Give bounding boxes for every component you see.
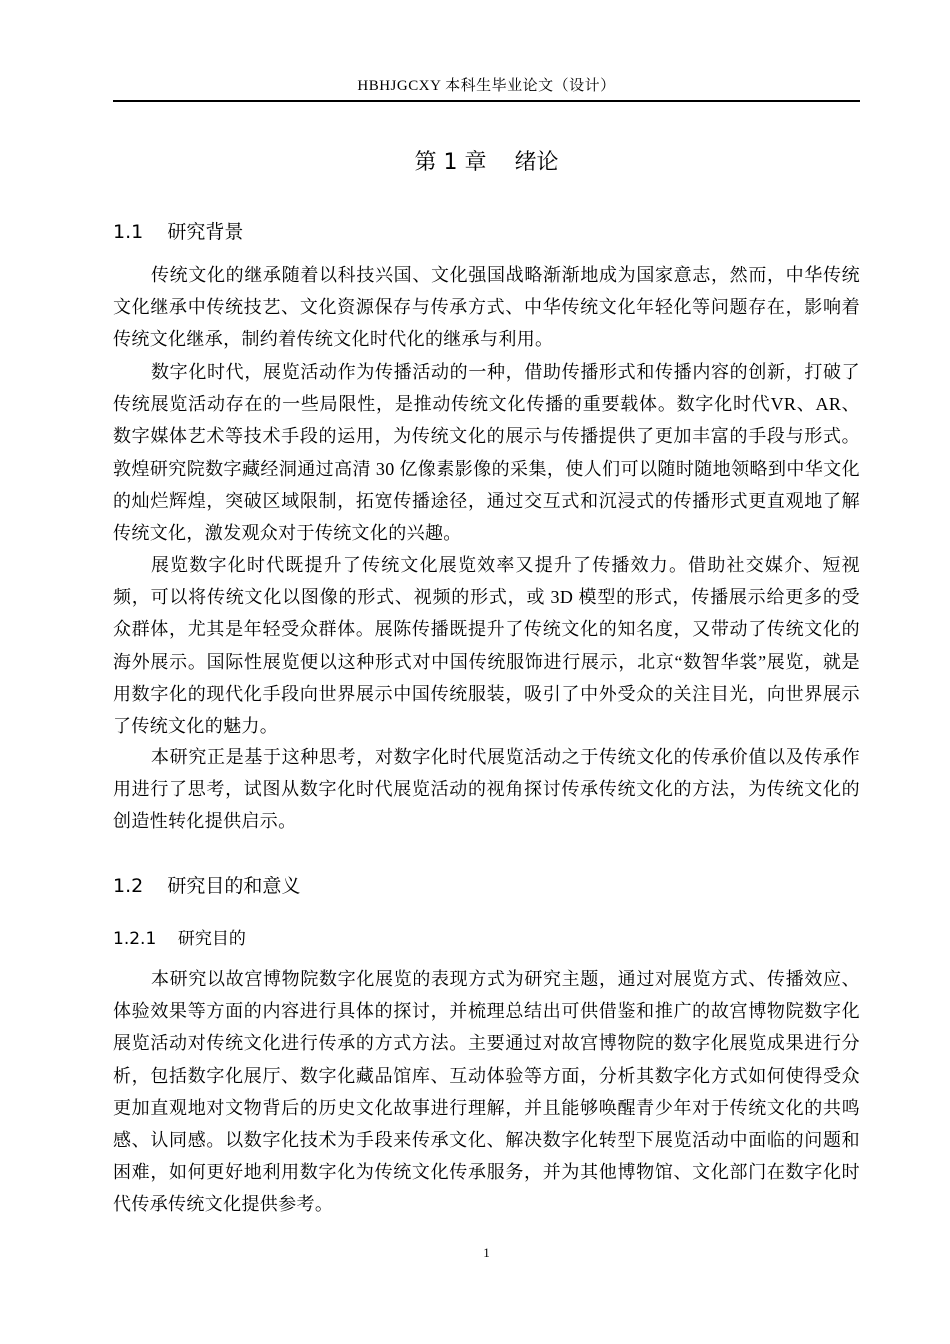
page-header: HBHJGCXY 本科生毕业论文（设计） (357, 78, 616, 94)
section-heading-1-1: 1.1 研究背景 (113, 221, 244, 243)
section-heading-1-2: 1.2 研究目的和意义 (113, 875, 301, 897)
subsection-heading-1-2-1: 1.2.1 研究目的 (113, 929, 246, 949)
paragraph-1-2-1-1: 本研究以故宫博物院数字化展览的表现方式为研究主题，通过对展览方式、传播效应、体验效果等方面的内容进行具体的探讨，并梳理总结出可供借鉴和推广的故宫博物院数字化展览活动对传统文化进行传承的方式方法。主要通过对故宫博物院的数字化展览成果进行分析，包括数字化展厅、数字化藏品馆库、互动体验等方面，分析其数字化方式如何使得受众更加直观地对文物背后的历史文化故事进行理解，并且能够唤醒青少年对于传统文化的共鸣感、认同感。以数字化技术为手段来传承文化、解决数字化转型下展览活动中面临的问题和困难，如何更好地利用数字化为传统文化传承服务，并为其他博物馆、文化部门在数字化时代传承传统文化提供参考。 (113, 969, 860, 1215)
paragraph-1-1-3: 展览数字化时代既提升了传统文化展览效率又提升了传播效力。借助社交媒介、短视频，可以将传统文化以图像的形式、视频的形式，或 3D 模型的形式，传播展示给更多的受众群体，尤其是年轻受众群体。展陈传播既提升了传统文化的知名度，又带动了传统文化的海外展示。国际性展览便以这种形式对中国传统服饰进行展示，北京“数智华裳”展览，就是用数字化的现代化手段向世界展示中国传统服装，吸引了中外受众的关注目光，向世界展示了传统文化的魅力。 (113, 555, 860, 737)
header-rule (113, 100, 860, 102)
chapter-title: 第 1 章 绪论 (414, 150, 559, 175)
paragraph-1-1-1: 传统文化的继承随着以科技兴国、文化强国战略渐渐地成为国家意志，然而，中华传统文化继承中传统技艺、文化资源保存与传承方式、中华传统文化年轻化等问题存在，影响着传统文化继承，制约着传统文化时代化的继承与利用。 (113, 265, 860, 350)
paragraph-1-1-4: 本研究正是基于这种思考，对数字化时代展览活动之于传统文化的传承价值以及传承作用进行了思考，试图从数字化时代展览活动的视角探讨传承传统文化的方法，为传统文化的创造性转化提供启示。 (113, 747, 860, 832)
paragraph-1-1-2: 数字化时代，展览活动作为传播活动的一种，借助传播形式和传播内容的创新，打破了传统展览活动存在的一些局限性，是推动传统文化传播的重要载体。数字化时代VR、AR、数字媒体艺术等技术手段的运用，为传统文化的展示与传播提供了更加丰富的手段与形式。敦煌研究院数字藏经洞通过高清 30 亿像素影像的采集，使人们可以随时随地领略到中华文化的灿烂辉煌，突破区域限制，拓宽传播途径，通过交互式和沉浸式的传播形式更直观地了解传统文化，激发观众对于传统文化的兴趣。 (113, 362, 860, 544)
page-number: 1 (483, 1245, 490, 1260)
